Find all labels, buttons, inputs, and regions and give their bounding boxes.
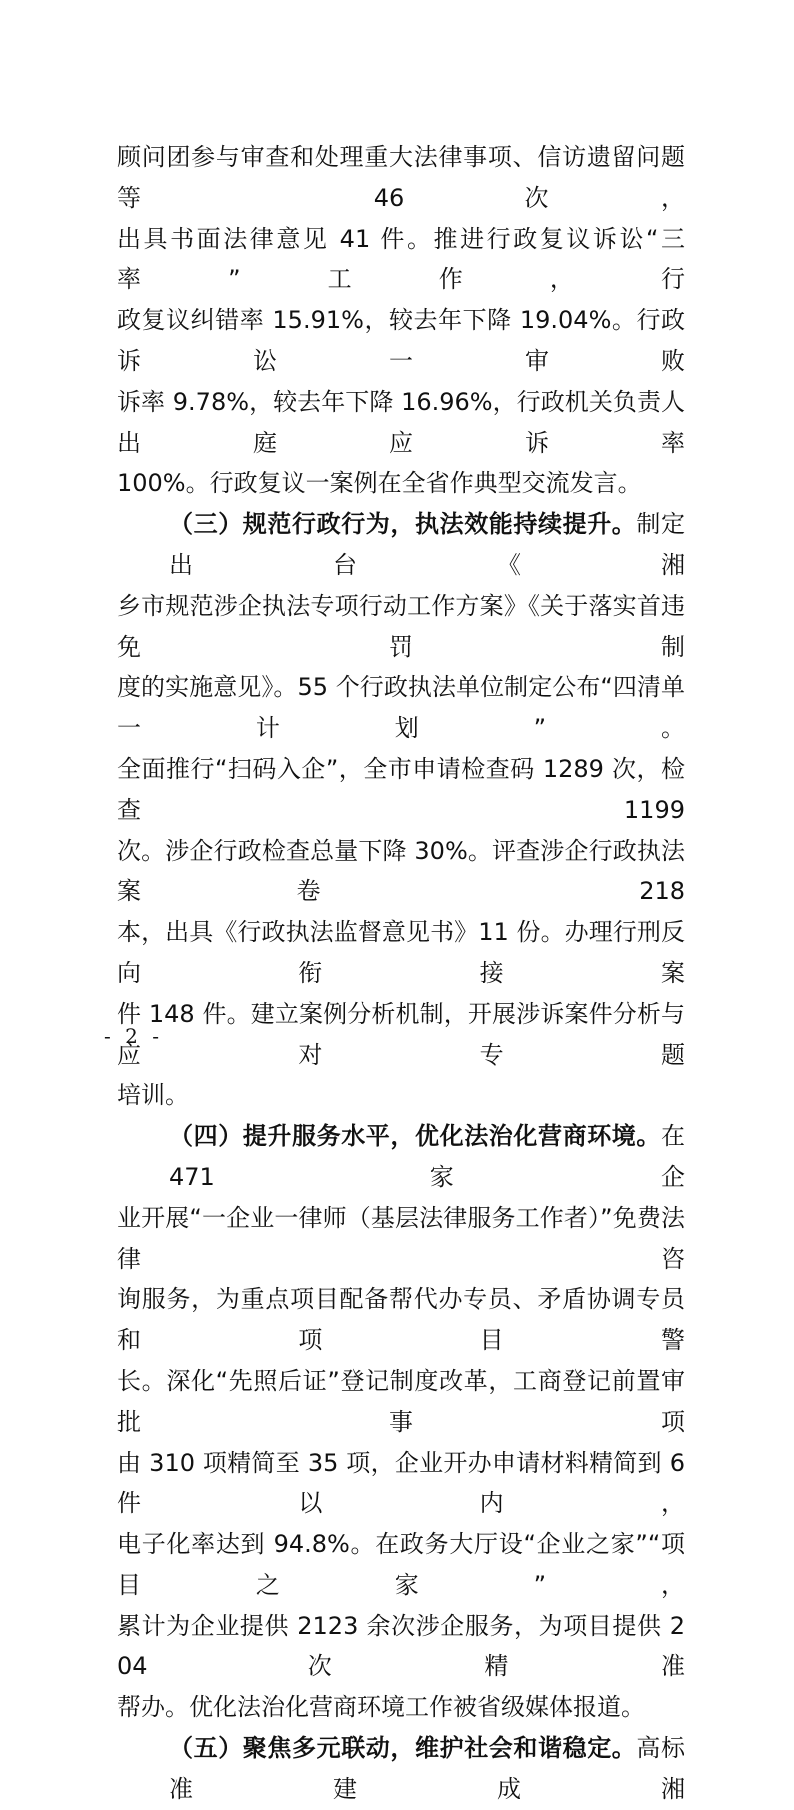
paragraph-line <box>117 1606 685 1688</box>
paragraph-line <box>117 586 685 668</box>
line-text: 长。深化“先照后证”登记制度改革，工商登记前置审批事项 <box>117 1366 685 1436</box>
line-text: 次。涉企行政检查总量下降 30%。评查涉企行政执法案卷 218 <box>117 836 685 906</box>
paragraph-line <box>117 1687 685 1728</box>
paragraph-line <box>117 831 685 913</box>
section-heading: （三）规范行政行为，执法效能持续提升。 <box>169 510 637 539</box>
paragraph-line <box>117 1279 685 1361</box>
page-number: - 2 - <box>104 1024 163 1048</box>
paragraph-line <box>117 667 685 749</box>
paragraph-line <box>117 300 685 382</box>
paragraph-line <box>117 463 685 504</box>
line-text: 在 471 家企 <box>169 1122 685 1191</box>
section-heading: （四）提升服务水平，优化法治化营商环境。 <box>169 1122 661 1151</box>
paragraph-line <box>117 1443 685 1525</box>
paragraph-line <box>117 1075 685 1116</box>
section-heading-line <box>117 1728 685 1810</box>
paragraph-line <box>117 1524 685 1606</box>
line-text: 询服务，为重点项目配备帮代办专员、矛盾协调专员和项目警 <box>117 1285 685 1355</box>
line-text: 业开展“一企业一律师（基层法律服务工作者）”免费法律咨 <box>117 1203 685 1273</box>
line-text: 诉率 9.78%，较去年下降 16.96%，行政机关负责人出庭应诉率 <box>117 387 685 457</box>
line-text: 由 310 项精简至 35 项，企业开办申请材料精简到 6 件以内， <box>117 1448 685 1518</box>
paragraph-line <box>117 1361 685 1443</box>
paragraph-line <box>117 137 685 219</box>
paragraph-line <box>117 994 685 1076</box>
line-text: 件 148 件。建立案例分析机制，开展涉诉案件分析与应对专题 <box>117 999 685 1069</box>
section-heading-line <box>117 1116 685 1198</box>
line-text: 顾问团参与审查和处理重大法律事项、信访遗留问题等 46 次， <box>117 143 685 212</box>
paragraph-line <box>117 382 685 464</box>
line-text: 培训。 <box>117 1081 189 1110</box>
paragraph-line <box>117 912 685 994</box>
line-text: 出具书面法律意见 41 件。推进行政复议诉讼“三率”工作，行 <box>117 224 685 294</box>
section-heading: （五）聚焦多元联动，维护社会和谐稳定。 <box>169 1734 637 1763</box>
line-text: 高标准建成湘 <box>169 1734 686 1803</box>
line-text: 电子化率达到 94.8%。在政务大厅设“企业之家”“项目之家”， <box>117 1530 685 1599</box>
paragraph-line <box>117 219 685 301</box>
line-text: 政复议纠错率 15.91%，较去年下降 19.04%。行政诉讼一审败 <box>117 306 685 375</box>
line-text: 本，出具《行政执法监督意见书》11 份。办理行刑反向衔接案 <box>117 918 685 987</box>
line-text: 累计为企业提供 2123 余次涉企服务，为项目提供 204 次精准 <box>117 1611 685 1681</box>
section-heading-line <box>117 504 685 586</box>
paragraph-line <box>117 749 685 831</box>
line-text: 制定出台《湘 <box>169 510 686 579</box>
line-text: 全面推行“扫码入企”，全市申请检查码 1289 次，检查 1199 <box>117 754 685 824</box>
line-text: 帮办。优化法治化营商环境工作被省级媒体报道。 <box>117 1693 645 1722</box>
line-text: 度的实施意见》。55 个行政执法单位制定公布“四清单一计划”。 <box>117 673 685 743</box>
line-text: 乡市规范涉企执法专项行动工作方案》《关于落实首违免罚制 <box>117 591 685 661</box>
document-body <box>117 137 685 1810</box>
paragraph-line <box>117 1198 685 1280</box>
line-text: 100%。行政复议一案例在全省作典型交流发言。 <box>117 469 642 498</box>
